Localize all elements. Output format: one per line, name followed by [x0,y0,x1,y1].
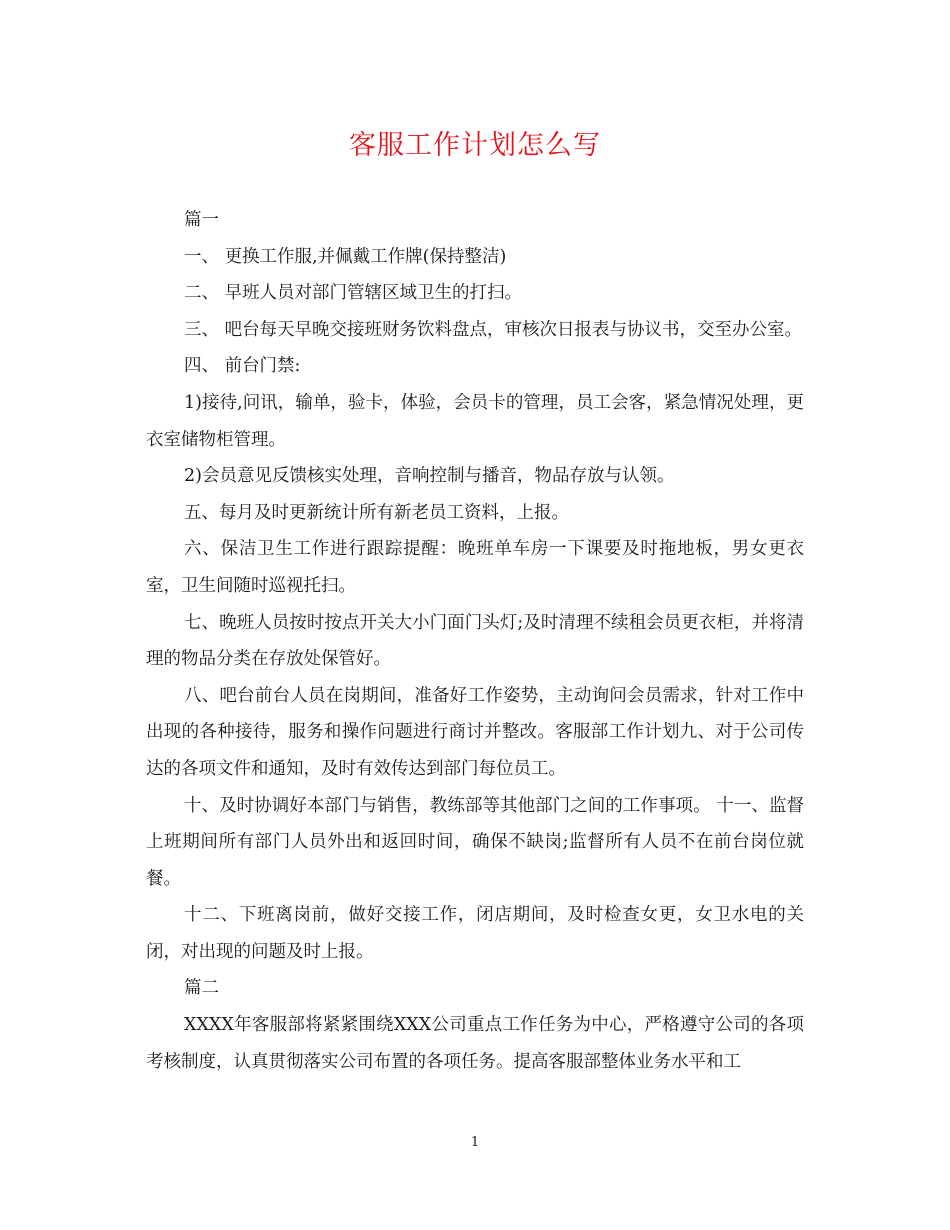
paragraph-item-1: 一、 更换工作服,并佩戴工作牌(保持整洁) [184,246,507,267]
document-body [146,202,804,1080]
paragraph-section-2-intro: XXXX年客服部将紧紧围绕XXX公司重点工作任务为中心，严格遵守公司的各项考核制度，认真贯彻落实公司布置的各项任务。提高客服部整体业务水平和工 [146,1015,804,1072]
paragraph-item-3: 三、 吧台每天早晚交接班财务饮料盘点，审核次日报表与协议书，交至办公室。 [184,319,803,340]
paragraph-item-12: 十二、下班离岗前，做好交接工作，闭店期间，及时检查女更，女卫水电的关闭，对出现的问题及时上报。 [146,905,804,962]
paragraph-item-10: 十、及时协调好本部门与销售，教练部等其他部门之间的工作事项。 十一、监督上班期间所有部门人员外出和返回时间，确保不缺岗;监督所有人员不在前台岗位就餐。 [146,795,804,889]
paragraph-item-6: 六、保洁卫生工作进行跟踪提醒：晚班单车房一下课要及时拖地板，男女更衣室，卫生间随时巡视托扫。 [146,539,804,596]
paragraph-item-7: 七、晚班人员按时按点开关大小门面门头灯;及时清理不续租会员更衣柜，并将清理的物品分类在存放处保管好。 [146,612,804,670]
paragraph-section-1-heading: 篇一 [184,210,219,230]
document-title: 客服工作计划怎么写 [349,130,601,161]
paragraph-item-8: 八、吧台前台人员在岗期间，准备好工作姿势，主动询问会员需求，针对工作中出现的各种接待，服务和操作问题进行商讨并整改。客服部工作计划九、对于公司传达的各项文件和通知，及时有效传达到部门每位员工。 [146,685,804,779]
page-number: 1 [470,1135,480,1150]
paragraph-item-5: 五、每月及时更新统计所有新老员工资料，上报。 [184,502,569,523]
paragraph-item-4: 四、 前台门禁: [184,356,301,377]
paragraph-item-2: 二、 早班人员对部门管辖区域卫生的打扫。 [184,283,523,304]
paragraph-item-4-sub-2: 2)会员意见反馈核实处理，音响控制与播音，物品存放与认领。 [184,466,675,487]
paragraph-item-4-sub-1: 1)接待,问讯，输单，验卡，体验，会员卡的管理，员工会客，紧急情况处理，更衣室储物柜管理。 [146,392,804,450]
paragraph-section-2-heading: 篇二 [184,978,219,999]
